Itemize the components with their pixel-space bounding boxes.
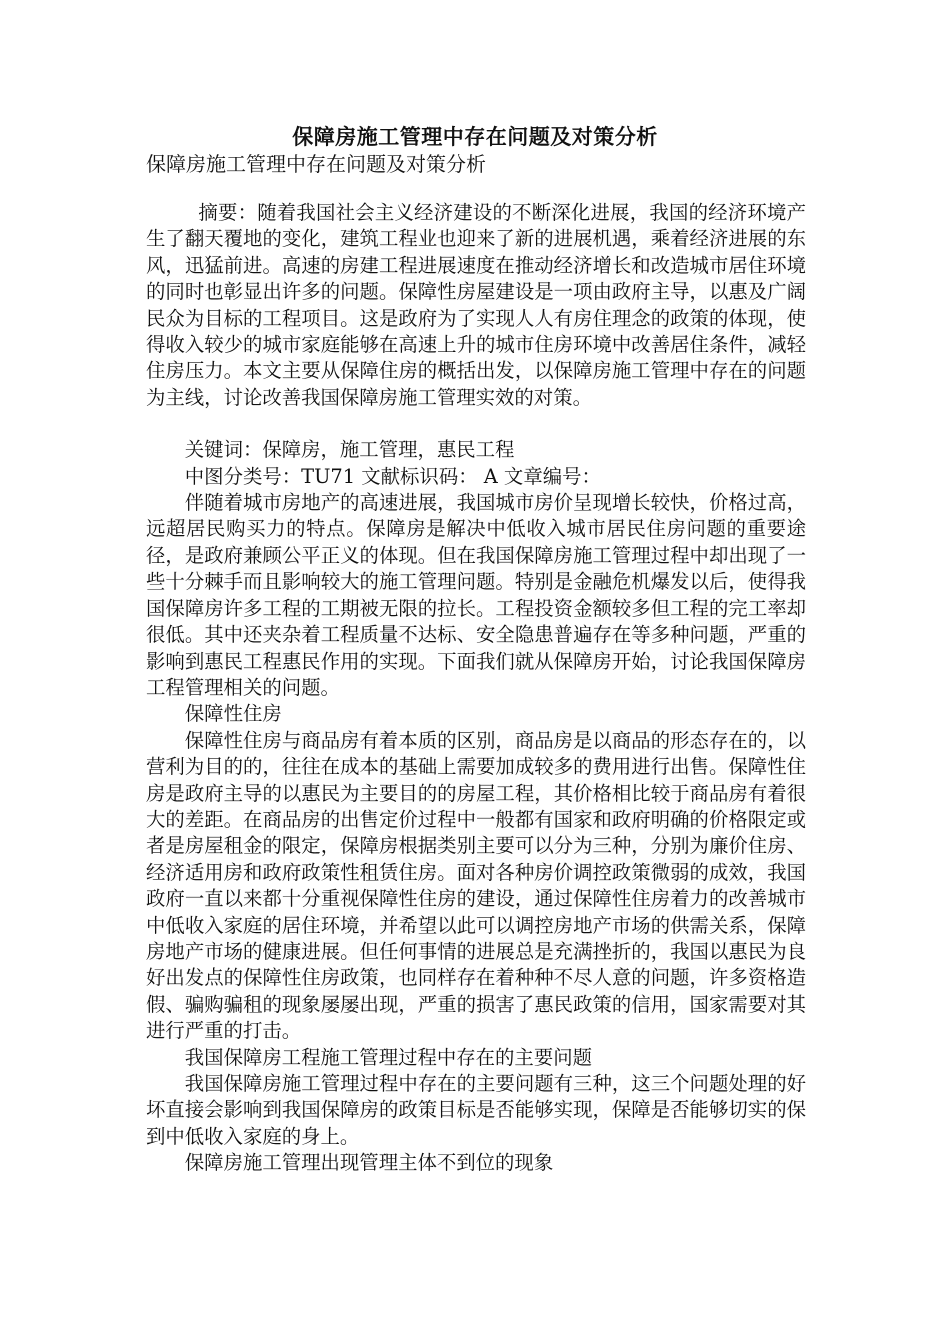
section-body-problems: 我国保障房施工管理过程中存在的主要问题有三种，这三个问题处理的好坏直接会影响到我国保障房的政策目标是否能够实现，保障是否能够切实的保到中低收入家庭的身上。: [146, 1072, 806, 1148]
section-heading-management: 保障房施工管理出现管理主体不到位的现象: [184, 1151, 554, 1175]
document-body: [146, 200, 806, 1177]
classification-line: 中图分类号：TU71 文献标识码： A 文章编号：: [184, 464, 601, 488]
keywords-line: 关键词：保障房，施工管理，惠民工程: [184, 438, 515, 462]
document-subtitle: 保障房施工管理中存在问题及对策分析: [146, 152, 486, 176]
section-heading-problems: 我国保障房工程施工管理过程中存在的主要问题: [184, 1045, 592, 1069]
section-body-housing: 保障性住房与商品房有着本质的区别，商品房是以商品的形态存在的，以营利为目的的，往往在成本的基础上需要加成较多的费用进行出售。保障性住房是政府主导的以惠民为主要目的的房屋工程，其价格相比较于商品房有着很大的差距。在商品房的出售定价过程中一般都有国家和政府明确的价格限定或者是房屋租金的限定，保障房根据类别主要可以分为三种，分别为廉价住房、经济适用房和政府政策性租赁住房。面对各种房价调控政策微弱的成效，我国政府一直以来都十分重视保障性住房的建设，通过保障性住房着力的改善城市中低收入家庭的居住环境，并希望以此可以调控房地产市场的供需关系，保障房地产市场的健康进展。但任何事情的进展总是充满挫折的，我国以惠民为良好出发点的保障性住房政策，也同样存在着种种不尽人意的问题，许多资格造假、骗购骗租的现象屡屡出现，严重的损害了惠民政策的信用，国家需要对其进行严重的打击。: [146, 728, 806, 1043]
abstract-paragraph: 摘要：随着我国社会主义经济建设的不断深化进展，我国的经济环境产生了翻天覆地的变化，建筑工程业也迎来了新的进展机遇，乘着经济进展的东风，迅猛前进。高速的房建工程进展速度在推动经济增长和改造城市居住环境的同时也彰显出许多的问题。保障性房屋建设是一项由政府主导，以惠及广阔民众为目标的工程项目。这是政府为了实现人人有房住理念的政策的体现，使得收入较少的城市家庭能够在高速上升的城市住房环境中改善居住条件，减轻住房压力。本文主要从保障住房的概括出发，以保障房施工管理中存在的问题为主线，讨论改善我国保障房施工管理实效的对策。: [146, 201, 806, 409]
spacer: [146, 411, 806, 437]
section-heading-housing: 保障性住房: [184, 702, 282, 726]
document-title: 保障房施工管理中存在问题及对策分析: [292, 124, 658, 149]
intro-paragraph: 伴随着城市房地产的高速进展，我国城市房价呈现增长较快，价格过高，远超居民购买力的特点。保障房是解决中低收入城市居民住房问题的重要途径，是政府兼顾公平正义的体现。但在我国保障房施工管理过程中却出现了一些十分棘手而且影响较大的施工管理问题。特别是金融危机爆发以后，使得我国保障房许多工程的工期被无限的拉长。工程投资金额较多但工程的完工率却很低。其中还夹杂着工程质量不达标、安全隐患普遍存在等多种问题，严重的影响到惠民工程惠民作用的实现。下面我们就从保障房开始，讨论我国保障房工程管理相关的问题。: [146, 491, 806, 699]
